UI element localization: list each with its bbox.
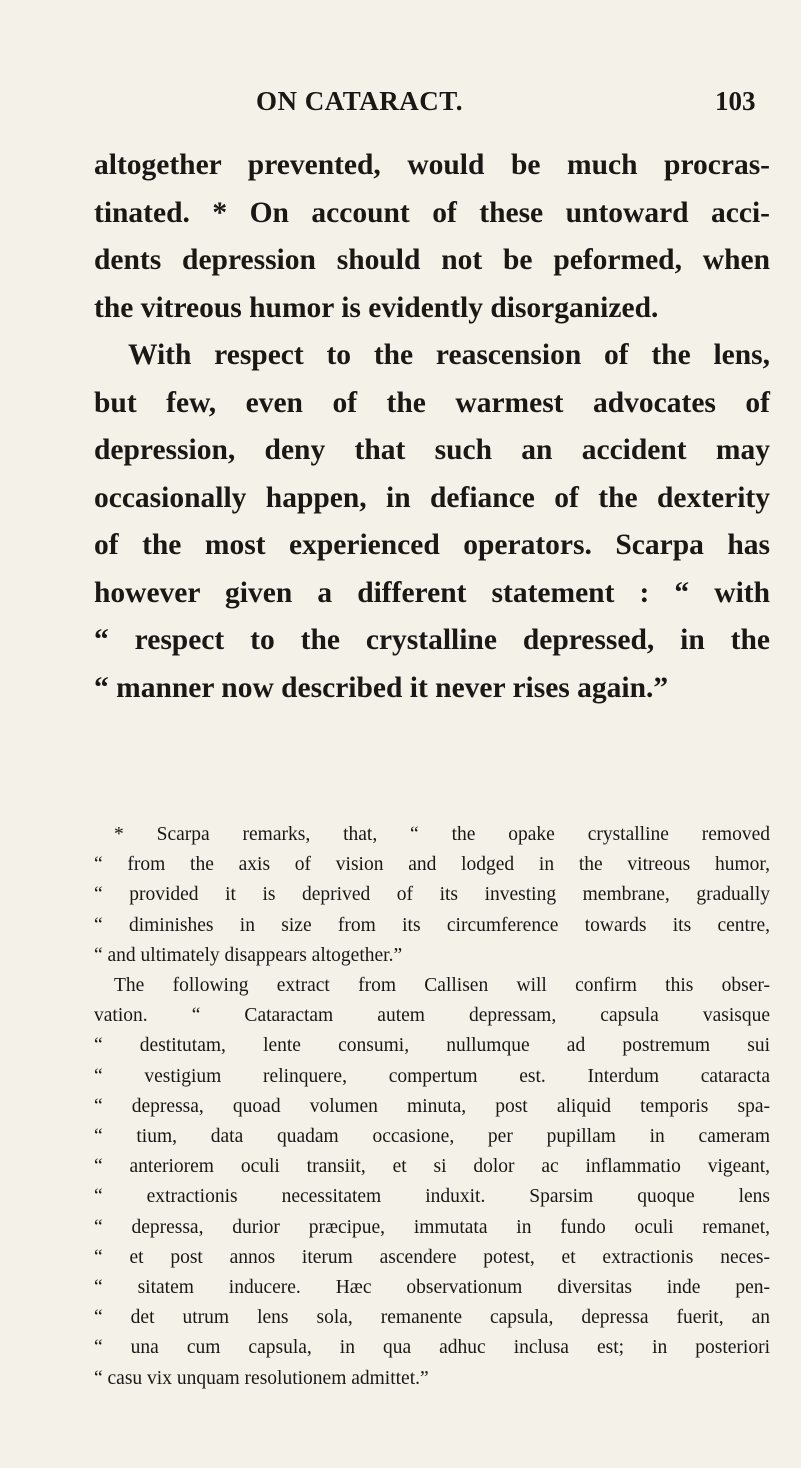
footnote-line: “ una cum capsula, in qua adhuc inclusa est; in posteriori	[94, 1337, 770, 1359]
footnote-line: vation. “ Cataractam autem depressam, capsula vasisque	[94, 1005, 770, 1027]
footnote-line: “ extractionis necessitatem induxit. Sparsim quoque lens	[94, 1186, 770, 1208]
footnote-line: “ casu vix unquam resolutionem admittet.”	[94, 1367, 429, 1389]
footnote-line: * Scarpa remarks, that, “ the opake crystalline removed	[114, 824, 770, 845]
body-line: of the most experienced operators. Scarpa has	[94, 529, 770, 561]
footnote-line: “ and ultimately disappears altogether.”	[94, 944, 403, 966]
body-line: however given a different statement : “ with	[94, 576, 770, 609]
footnote	[94, 820, 770, 1394]
body-line: tinated. * On account of these untoward acci-	[94, 196, 770, 229]
body-line: With respect to the reascension of the lens,	[128, 339, 770, 371]
footnote-line: “ provided it is deprived of its investing membrane, gradually	[94, 884, 770, 906]
footnote-line: “ et post annos iterum ascendere potest, et extractionis neces-	[94, 1246, 770, 1268]
body-line: “ manner now described it never rises again.”	[94, 671, 669, 704]
body-line: occasionally happen, in defiance of the dexterity	[94, 481, 770, 514]
page-number: 103	[715, 86, 756, 116]
body-line: dents depression should not be peformed, when	[94, 244, 770, 276]
running-title: ON CATARACT.	[256, 86, 463, 116]
footnote-line: “ anteriorem oculi transiit, et si dolor ac inflammatio vigeant,	[94, 1156, 770, 1178]
footnote-line: “ depressa, quoad volumen minuta, post aliquid temporis spa-	[94, 1095, 770, 1117]
footnote-line: “ vestigium relinquere, compertum est. Interdum cataracta	[94, 1065, 770, 1087]
footnote-line: “ from the axis of vision and lodged in the vitreous humor,	[94, 854, 770, 876]
footnote-line: “ tium, data quadam occasione, per pupillam in cameram	[94, 1126, 770, 1148]
footnote-line: “ destitutam, lente consumi, nullumque ad postremum sui	[94, 1035, 770, 1057]
footnote-line: The following extract from Callisen will confirm this obser-	[114, 975, 770, 997]
page-header	[0, 86, 801, 126]
footnote-line: “ depressa, durior præcipue, immutata in fundo oculi remanet,	[94, 1216, 770, 1238]
body-line: but few, even of the warmest advocates of	[94, 386, 770, 419]
body-line: the vitreous humor is evidently disorganized.	[94, 291, 659, 324]
footnote-line: “ diminishes in size from its circumference towards its centre,	[94, 914, 770, 936]
footnote-line: “ det utrum lens sola, remanente capsula, depressa fuerit, an	[94, 1307, 770, 1329]
footnote-line: “ sitatem inducere. Hæc observationum diversitas inde pen-	[94, 1277, 770, 1299]
body-text	[94, 142, 770, 712]
body-line: depression, deny that such an accident may	[94, 434, 770, 466]
body-line: “ respect to the crystalline depressed, in the	[94, 624, 770, 656]
body-line: altogether prevented, would be much procras-	[94, 149, 770, 181]
